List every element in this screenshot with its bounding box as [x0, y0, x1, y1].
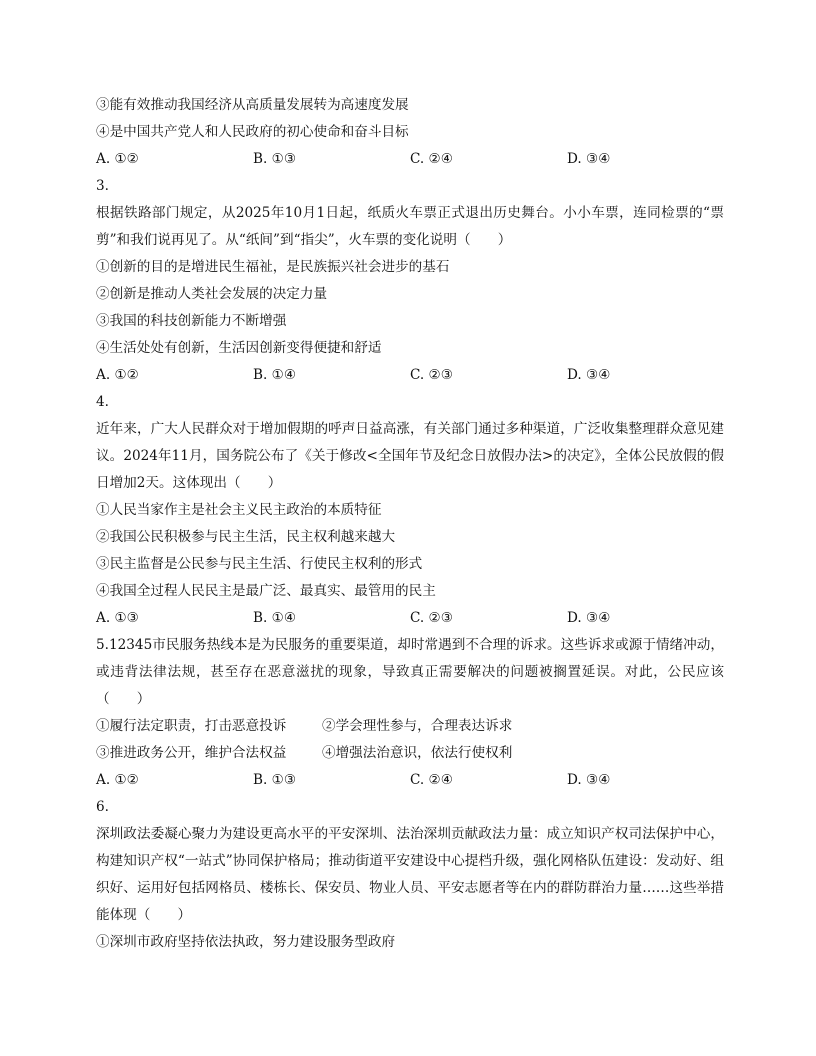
q3-options — [96, 362, 724, 389]
q3-number: 3. — [96, 178, 109, 194]
q2-option-c[interactable]: C. ②④ — [410, 151, 453, 167]
q3-statement-3: ③我国的科技创新能力不断增强 — [96, 313, 287, 329]
q4-statement-1: ①人民当家作主是社会主义民主政治的本质特征 — [96, 502, 382, 518]
q2-statement-4: ④是中国共产党人和人民政府的初心使命和奋斗目标 — [96, 124, 409, 140]
q6-number: 6. — [96, 799, 109, 815]
q4-stem: 近年来，广大人民群众对于增加假期的呼声日益高涨，有关部门通过多种渠道，广泛收集整理群众意见建议。2024年11月，国务院公布了《关于修改<全国年节及纪念日放假办法>的决定》，全体公民放假的假日增加2天。这体现出（ ） — [96, 421, 724, 491]
q5-option-b[interactable]: B. ①③ — [253, 772, 297, 788]
q5-options — [96, 767, 724, 794]
exam-page — [96, 92, 724, 956]
q2-options — [96, 146, 724, 173]
q3-option-b[interactable]: B. ①④ — [253, 367, 297, 383]
q5-statement-1: ①履行法定职责，打击恶意投诉 — [96, 718, 287, 734]
q5-statement-4: ④增强法治意识，依法行使权利 — [322, 745, 513, 761]
q2-statement-3: ③能有效推动我国经济从高质量发展转为高速度发展 — [96, 97, 409, 113]
q5-option-a[interactable]: A. ①② — [96, 772, 139, 788]
q2-option-b[interactable]: B. ①③ — [253, 151, 297, 167]
q4-option-a[interactable]: A. ①③ — [96, 610, 139, 626]
q3-stem: 根据铁路部门规定，从2025年10月1日起，纸质火车票正式退出历史舞台。小小车票，连同检票的“票剪”和我们说再见了。从“纸间”到“指尖”，火车票的变化说明（ ） — [96, 205, 724, 248]
q3-option-c[interactable]: C. ②③ — [410, 367, 453, 383]
q5-statement-2: ②学会理性参与，合理表达诉求 — [322, 718, 513, 734]
q4-option-b[interactable]: B. ①④ — [253, 610, 297, 626]
q5-statements-row-2 — [96, 740, 724, 767]
q2-option-d[interactable]: D. ③④ — [567, 151, 611, 167]
q2-option-a[interactable]: A. ①② — [96, 151, 139, 167]
q5-stem: 5.12345市民服务热线本是为民服务的重要渠道，却时常遇到不合理的诉求。这些诉求或源于情绪冲动，或违背法律法规，甚至存在恶意滋扰的现象，导致真正需要解决的问题被搁置延误。对此，公民应该（ ） — [96, 637, 724, 707]
q3-statement-1: ①创新的目的是增进民生福祉，是民族振兴社会进步的基石 — [96, 259, 450, 275]
q6-statement-1: ①深圳市政府坚持依法执政，努力建设服务型政府 — [96, 934, 396, 950]
q3-option-a[interactable]: A. ①② — [96, 367, 139, 383]
q6-stem: 深圳政法委凝心聚力为建设更高水平的平安深圳、法治深圳贡献政法力量：成立知识产权司法保护中心，构建知识产权“一站式”协同保护格局；推动街道平安建设中心提档升级，强化网格队伍建设：发动好、组织好、运用好包括网格员、楼栋长、保安员、物业人员、平安志愿者等在内的群防群治力量……这些举措能体现（ ） — [96, 826, 724, 923]
q4-number: 4. — [96, 394, 109, 410]
q4-option-c[interactable]: C. ②③ — [410, 610, 453, 626]
q3-statement-2: ②创新是推动人类社会发展的决定力量 — [96, 286, 328, 302]
q5-statements-row-1 — [96, 713, 724, 740]
q5-option-c[interactable]: C. ②④ — [410, 772, 453, 788]
q4-statement-2: ②我国公民积极参与民主生活，民主权利越来越大 — [96, 529, 396, 545]
q3-option-d[interactable]: D. ③④ — [567, 367, 611, 383]
q4-statement-3: ③民主监督是公民参与民主生活、行使民主权利的形式 — [96, 556, 423, 572]
q3-statement-4: ④生活处处有创新，生活因创新变得便捷和舒适 — [96, 340, 382, 356]
q4-statement-4: ④我国全过程人民民主是最广泛、最真实、最管用的民主 — [96, 583, 436, 599]
q5-option-d[interactable]: D. ③④ — [567, 772, 611, 788]
q4-option-d[interactable]: D. ③④ — [567, 610, 611, 626]
q4-options — [96, 605, 724, 632]
q5-statement-3: ③推进政务公开，维护合法权益 — [96, 745, 287, 761]
